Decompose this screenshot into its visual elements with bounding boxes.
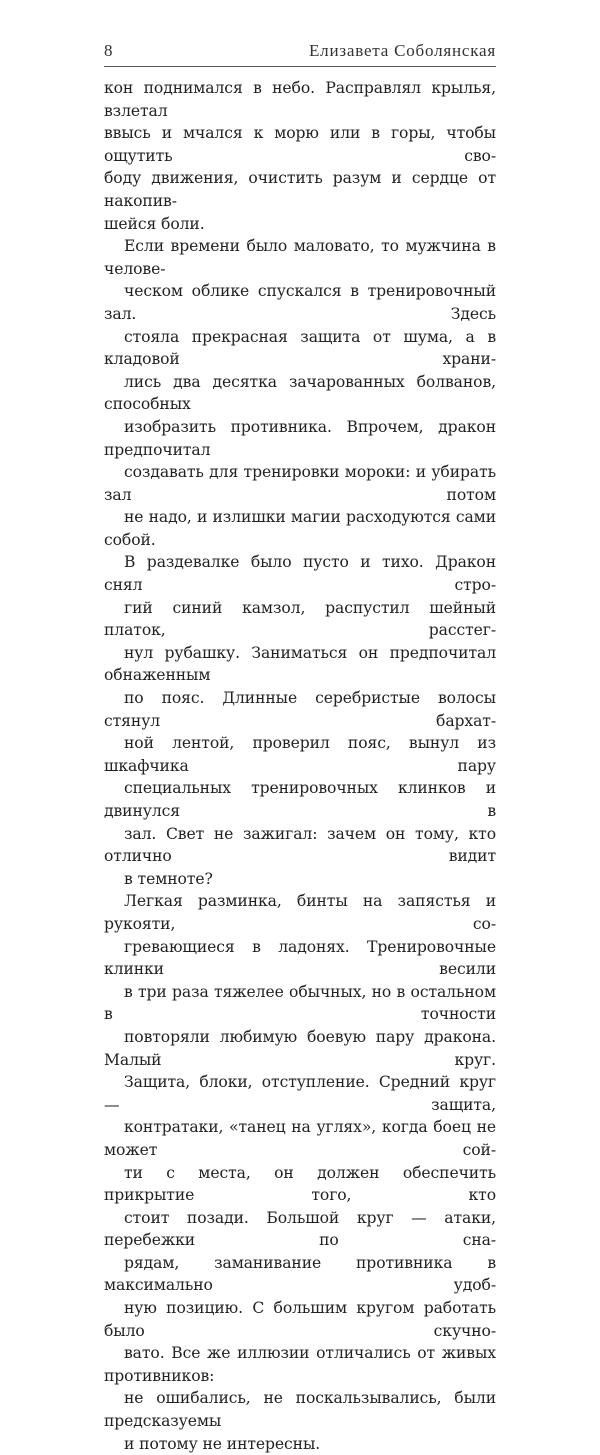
paragraph [104, 890, 496, 1455]
text-line: и потому не интересны. [124, 1434, 321, 1453]
text-line: Легкая разминка, бинты на запястья и рукояти, со- [104, 892, 496, 933]
text-line: кон поднимался в небо. Расправлял крылья, взлетал [104, 79, 496, 120]
paragraph [104, 77, 496, 235]
text-line: шейся боли. [104, 214, 205, 233]
text-line: по пояс. Длинные серебристые волосы стянул бархат- [104, 689, 496, 730]
text-line: ную позицию. С большим кругом работать было скучно- [104, 1299, 496, 1340]
text-line: рядам, заманивание противника в максимально удоб- [104, 1253, 496, 1295]
text-line: создавать для тренировки мороки: и убирать зал потом [104, 463, 496, 504]
text-line: изобразить противника. Впрочем, дракон предпочитал [104, 417, 496, 459]
paragraph [104, 551, 496, 890]
paragraph [104, 235, 496, 551]
text-line: лись два десятка зачарованных болванов, способных [104, 372, 496, 414]
text-line: ти с места, он должен обеспечить прикрытие того, кто [104, 1163, 496, 1205]
text-line: ной лентой, проверил пояс, вынул из шкафчика пару [104, 734, 496, 775]
page-number: 8 [104, 41, 113, 60]
text-line: боду движения, очистить разум и сердце от накопив- [104, 169, 496, 210]
text-line: вато. Все же иллюзии отличались от живых противников: [104, 1344, 496, 1385]
text-line: Защита, блоки, отступление. Средний круг — защита, [104, 1073, 496, 1114]
text-line: специальных тренировочных клинков и двинулся в [104, 779, 496, 820]
text-line: нул рубашку. Заниматься он предпочитал обнаженным [104, 643, 496, 685]
text-line: ческом облике спускался в тренировочный зал. Здесь [104, 282, 496, 323]
text-line: зал. Свет не зажигал: зачем он тому, кто отлично видит [104, 824, 496, 866]
text-line: ввысь и мчался к морю или в горы, чтобы ощутить сво- [104, 124, 496, 165]
running-header [104, 41, 496, 61]
text-line: В раздевалке было пусто и тихо. Дракон снял стро- [104, 553, 496, 595]
body-text [104, 77, 496, 1455]
text-line: стоит позади. Большой круг — атаки, перебежки по сна- [104, 1208, 496, 1250]
text-line: в темноте? [124, 869, 213, 888]
text-line: не ошибались, не поскальзывались, были предсказуемы [104, 1389, 496, 1431]
text-line: повторяли любимую боевую пару дракона. Малый круг. [104, 1027, 496, 1069]
text-line: стояла прекрасная защита от шума, а в кладовой храни- [104, 327, 496, 369]
text-line: не надо, и излишки магии расходуются сами собой. [104, 508, 496, 549]
text-line: контратаки, «танец на углях», когда боец не может сой- [104, 1118, 496, 1159]
text-line: Если времени было маловато, то мужчина в челове- [104, 237, 496, 278]
text-line: в три раза тяжелее обычных, но в остальном в точности [104, 982, 496, 1024]
header-rule [104, 66, 496, 67]
text-line: гий синий камзол, распустил шейный платок, расстег- [104, 598, 496, 640]
running-title-author: Елизавета Соболянская [308, 41, 496, 60]
text-line: гревающиеся в ладонях. Тренировочные клинки весили [104, 937, 496, 979]
